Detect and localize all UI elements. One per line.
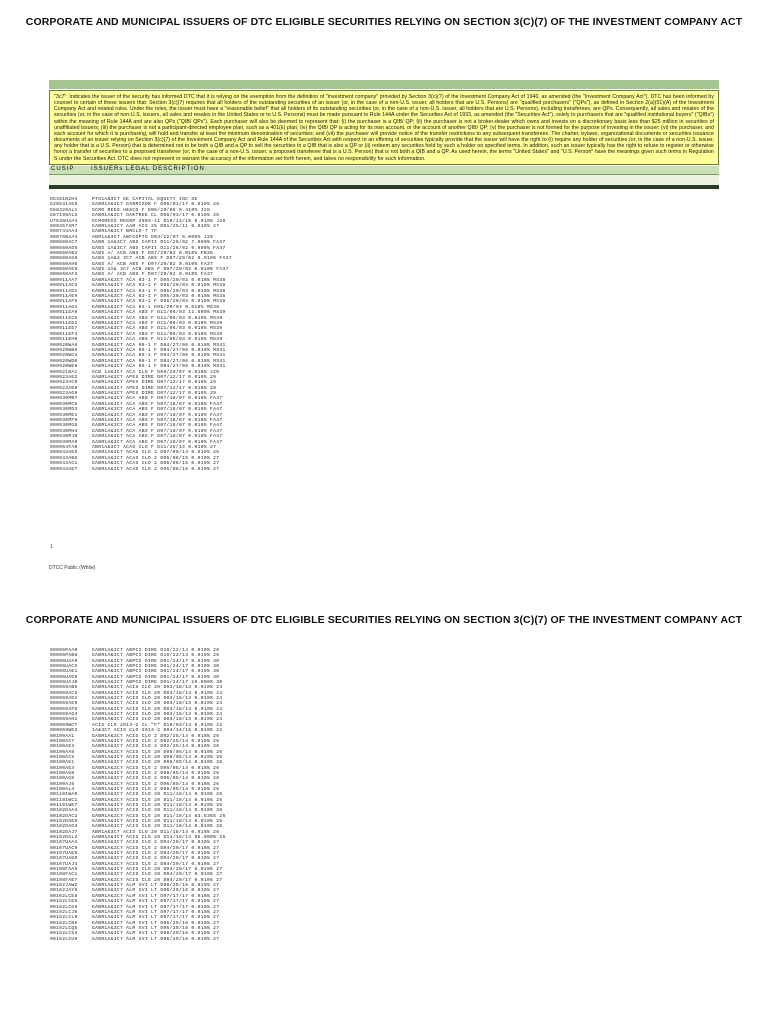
description-cell: GABR1A&3C7 ABPCI DIRE D10/22/14 0.010% 26 xyxy=(92,648,220,653)
description-cell: GABR1A&3C7 ACIS CLO 2 D06/05/14 0.010% 26 xyxy=(92,786,220,792)
cusip-cell: 00162LCQ8 xyxy=(50,925,78,931)
cusip-cell: 000930MA9 xyxy=(50,439,78,445)
cusip-cell: D5461N2H4 xyxy=(50,197,78,202)
description-cell: ACIS CLO 2013-2 CL "F" D10/03/13 0.010% 22 xyxy=(92,722,223,728)
description-cell: GABR1A&3C7 ACA ABS F D07/18/07 0.010% FA47 xyxy=(92,423,223,429)
cusip-cell: 00100AA8 xyxy=(50,749,75,755)
cusip-cell: 00095UAE1 xyxy=(50,669,78,675)
description-cell: GABR1A&3C7 ACIS CLO 2 D06/05/14 0.010% 26 xyxy=(92,781,220,787)
description-cell: GABR1A&3C7 ACA ABS F D07/18/07 0.010% FA47 xyxy=(92,428,223,434)
page-title-2: CORPORATE AND MUNICIPAL ISSUERS OF DTC ELIGIBLE SECURITIES RELYING ON SECTION 3(C)(7) OF THE INVESTMENT COMPANY ACT xyxy=(25,614,743,626)
description-cell: GABR1A&3C7 ACA ABS F D07/18/07 0.010% FA47 xyxy=(92,407,223,413)
description-cell: GABR1A&3C7 ABPCI DIRE D10/22/14 0.010% 26 xyxy=(92,653,220,659)
description-cell: GABR1A&3C7 ACIS CLO 20 D03/18/13 0.010% 24 xyxy=(92,717,223,723)
cusip-cell: 000911AE9 xyxy=(50,294,78,300)
description-cell: GABR1A&3C7 ACA ABS F D11/06/03 0.010% MS39 xyxy=(92,315,223,321)
cusip-cell: 000923AD8 xyxy=(50,385,78,391)
cusip-cell: 00100AG5 xyxy=(50,776,75,782)
description-cell: GABR1A&3C7 APEX DIRE D07/12/17 0.010% 29 xyxy=(92,374,217,380)
description-cell: GABR1A&3C7 ABPCI DIRE D01/24/17 0.010% 30 xyxy=(92,669,220,675)
description-cell: GABR1A&3C7 ACAS CLO 2 D05/06/15 0.010% 27 xyxy=(92,455,220,461)
cusip-cell: 000930MD3 xyxy=(50,407,78,413)
cusip-cell: 00162LCN5 xyxy=(50,920,78,926)
description-cell: GABR1A&3C7 ACA ABS F D11/06/03 11.500% MS39 xyxy=(92,310,226,316)
cusip-cell: 000969AB5 xyxy=(50,685,78,691)
page-title: CORPORATE AND MUNICIPAL ISSUERS OF DTC ELIGIBLE SECURITIES RELYING ON SECTION 3(C)(7) OF THE INVESTMENT COMPANY ACT xyxy=(25,16,743,28)
cusip-cell: 000911EA9 xyxy=(50,310,78,316)
description-cell: GABR1A&3C7 ACA 03-1 F D05/20/03 0.010% MS38 xyxy=(92,277,226,283)
cusip-cell: 000969WE3 xyxy=(50,728,78,734)
description-cell: GABR1A&3C7 ABPCI DIRE D01/24/17 0.010% 30 xyxy=(92,674,220,680)
cusip-cell: 000930MF8 xyxy=(50,418,78,424)
cusip-cell: 000923AG9 xyxy=(50,391,78,397)
cusip-cell: 00162LCE8 xyxy=(50,893,78,899)
cusip-cell: 000911AF6 xyxy=(50,299,78,305)
description-cell: GABR1A&3C7 ACAS CLO 2 D07/09/14 0.010% 26 xyxy=(92,450,220,456)
description-cell: GABR1A&3C7 ALM XVI LT D06/29/16 0.010% 27 xyxy=(92,925,220,931)
description-cell: GABR1A&3C7 ACA ABS F D11/06/03 0.010% MS39 xyxy=(92,326,223,332)
cusip-cell: 000943AB5 xyxy=(50,455,78,461)
description-cell: GABR1A&3C7 ACA 03-1 F D05/20/03 0.010% MS38 xyxy=(92,288,226,294)
description-cell: GABR1A&3C7 ACA ABS F D07/18/07 0.010% FA47 xyxy=(92,412,223,418)
cusip-cell: 00095UAC5 xyxy=(50,664,78,670)
description-cell: GABR1A&3C7 ACIS CLO 20 D03/18/13 0.010% 24 xyxy=(92,706,223,712)
cusip-cell: 00107UAE5 xyxy=(50,851,78,857)
cusip-cell: 000860AH6 xyxy=(50,261,78,267)
description-cell: GABR1A&3C7 ACA ABS F D11/06/03 0.010% MS39 xyxy=(92,337,223,343)
cusip-cell: 000943AE7 xyxy=(50,466,78,472)
description-cell: GABR1A&3C7 ACA 06-1 F D04/27/06 0.010% MS41 xyxy=(92,347,226,353)
description-cell: GABR1A&3C7 ACIS CLO 20 D04/20/17 0.010% 27 xyxy=(92,872,223,878)
description-cell: GABR1A&3C7 ACIS CLO 20 D06/05/14 0.010% 26 xyxy=(92,749,223,755)
description-cell: GABR1A&3C7 ACIS CLO 2 D02/25/14 0.010% 26 xyxy=(92,738,220,744)
description-cell: GABR1A&3C7 ACA 03-1 F D05/20/03 0.010% MS38 xyxy=(92,283,226,289)
description-cell: GABR1A&3C7 ACIS CLO 2 D06/05/14 0.010% 26 xyxy=(92,770,220,776)
cusip-cell: 00100AC7 xyxy=(50,738,75,744)
cusip-cell: 000860AF3 xyxy=(50,272,78,278)
description-cell: GABR1A&3C7 ACA ABS F D07/18/07 0.010% FA47 xyxy=(92,418,223,424)
description-cell: ABR1A&3C7 ACIS CLO 20 D11/18/14 0.010% 26 xyxy=(92,829,220,835)
cusip-cell: 00162JAY8 xyxy=(50,888,78,894)
cusip-cell: 000744AA4 xyxy=(50,229,78,235)
cusip-cell: 000930MG6 xyxy=(50,423,78,429)
cusip-cell: 000911AD1 xyxy=(50,288,78,294)
cusip-cell: 000930MJ0 xyxy=(50,434,78,440)
cusip-cell: 001101WE7 xyxy=(50,802,78,808)
cusip-cell: 00100AL4 xyxy=(50,786,75,792)
description-cell: GABR1A&3C7 ACA 03-1 F D05/20/03 0.010% MS38 xyxy=(92,299,226,305)
cusip-cell: 00102DAE8 xyxy=(50,819,78,824)
cusip-cell: 000969AE9 xyxy=(50,701,78,707)
cusip-cell: 000943AC1 xyxy=(50,461,78,467)
cusip-cell: 000920WA8 xyxy=(50,342,78,348)
description-cell: GABR1A&3C7 ALM XVI LT D07/17/17 0.010% 27 xyxy=(92,904,220,910)
cusip-column-header: CUSIP xyxy=(51,166,75,172)
description-cell: GABR1A&3C7 ACA ABS F D11/06/03 0.010% MS39 xyxy=(92,320,223,326)
cusip-cell: 00162LCL9 xyxy=(50,915,78,921)
description-cell: GABR1A&3C7 ACIS CLO 20 D03/18/13 0.010% 24 xyxy=(92,685,223,691)
description-cell: GABR 1A&3C7 ABS CAPII D11/26/02 7.000% FA37 xyxy=(92,240,226,246)
description-cell: GABS A/ ACB ABS F D07/29/02 0.010% FA37 xyxy=(92,261,214,267)
cusip-cell: 00076BAA4 xyxy=(50,234,78,240)
cusip-cell: 00095PAA0 xyxy=(50,648,78,653)
cusip-cell: 00162LCS4 xyxy=(50,931,78,937)
description-cell: GABR1A&3C7 ACA 06-1 F D04/27/06 0.010% MS41 xyxy=(92,364,226,370)
cusip-cell: 00162LCU9 xyxy=(50,936,78,942)
description-cell: GABR1A&3C7 ALM XVI LT D06/29/16 0.010% 27 xyxy=(92,920,220,926)
page-marker: 1 xyxy=(50,544,53,550)
description-cell: GABR1A&3C7 ACIS CLO 20 D03/18/13 0.010% 24 xyxy=(92,690,223,696)
description-cell: GABR1A&3C7 ACIS CLO 20 D03/18/13 0.010% 24 xyxy=(92,696,223,702)
description-cell: GABS 1A&3C7 ABS CAPII D11/26/02 0.000% FA37 xyxy=(92,245,226,251)
description-cell: GABR1A&3C7 ACIS CLO 20 D04/20/17 0.010% 27 xyxy=(92,877,223,883)
description-cell: GABS A/ ACB ABS F D07/29/02 0.010% FA37 xyxy=(92,272,214,278)
cusip-cell: 000969AF6 xyxy=(50,706,78,712)
cusip-cell: 00102DAL2 xyxy=(50,835,78,841)
cusip-cell: 000969AG4 xyxy=(50,712,78,718)
cusip-cell: 000930MC5 xyxy=(50,401,78,407)
cusip-cell: 00107UAG0 xyxy=(50,856,78,862)
cusip-cell: 00100AA1 xyxy=(50,733,75,739)
cusip-cell: 000911AC3 xyxy=(50,283,78,289)
description-cell: GABR1A&3C7 ACIS CLO 20 D03/18/13 0.010% 24 xyxy=(92,701,223,707)
cusip-cell: 00162LCG6 xyxy=(50,904,78,910)
cusip-cell: U7535HAA4 xyxy=(50,218,78,224)
description-cell: GABS 1A&3 3C7 ACB ABS F D07/29/02 0.010% FA37 xyxy=(92,256,232,262)
description-cell: GABR1A&3C7 ACIS CLO 20 D11/18/14 0.010% 26 xyxy=(92,797,223,803)
cusip-cell: 00102DAC2 xyxy=(50,813,78,819)
description-cell: GABR1A&3C7 ACA ABS F D11/06/03 0.010% MS39 xyxy=(92,331,223,337)
description-cell: GABR1A&3C7 ACA 03-1 D05/20/03 0.010% MS38 xyxy=(92,304,220,310)
description-cell: GABR1A&3C7 ACAS CLO 2 D05/06/15 0.010% 27 xyxy=(92,461,220,467)
cusip-cell: 00108FAC1 xyxy=(50,872,78,878)
cusip-cell: 000860AC7 xyxy=(50,240,78,246)
cusip-cell: 00102DAJ7 xyxy=(50,829,78,835)
description-cell: GABR1A&3C7 ALM XVI LT D07/17/17 0.010% 27 xyxy=(92,915,220,921)
cusip-cell: 00108FAE7 xyxy=(50,877,78,883)
description-cell: GABR1A&3C7 ACIS CLO 20 D04/20/17 0.010% 27 xyxy=(92,867,223,873)
description-cell: GABR1A&3C7 ALM XVI LT D06/29/16 0.010% 27 xyxy=(92,883,220,889)
description-cell: GABR1A&3C7 ACA ABS F D07/18/07 0.010% FA47 xyxy=(92,401,223,407)
cusip-cell: 000964FA0 xyxy=(50,444,78,450)
cusip-cell: 00107UAA3 xyxy=(50,840,78,846)
description-cell: GABR1A&3C7 AAM ACS 25 D01/25/11 0.010% 27 xyxy=(92,223,220,229)
cusip-cell: 000860AG9 xyxy=(50,256,78,262)
description-cell: GABR1A&3C7 ACIS CLO 2 D04/20/17 0.010% 27 xyxy=(92,840,220,846)
cusip-cell: 00162JAW2 xyxy=(50,883,78,889)
description-cell: GABR1A&3C7 GARRISON F D05/01/17 0.010% 28 xyxy=(92,202,220,208)
cusip-cell: 00095UAG6 xyxy=(50,674,78,680)
cusip-cell: 000920WC4 xyxy=(50,353,78,359)
description-cell: ABR1A&3C7 ABFCOPTO D03/22/07 6.000% J29 xyxy=(92,234,214,240)
cusip-cell: 00102DAA4 xyxy=(50,808,78,814)
description-cell: GABR1A&3C7 ACA 06-1 F D04/27/06 0.010% MS41 xyxy=(92,353,226,359)
description-cell: GABS A/ ACB ABS F D07/29/02 0.010% FB36 xyxy=(92,250,214,256)
cusip-cell: 000969AH2 xyxy=(50,717,78,723)
cusip-cell: 000923AE2 xyxy=(50,374,78,380)
description-cell: GABR1A&3C7 ACIS CLO 2 D02/25/14 0.010% 26 xyxy=(92,744,220,750)
description-cell: GABR1A&3C7 ALM XVI LT D06/29/16 0.010% 27 xyxy=(92,931,220,937)
cusip-cell: 00095UAA9 xyxy=(50,658,78,664)
description-cell: GABR1A&3C7 ACIS CLO 20 D11/18/14 0.010% 26 xyxy=(92,808,223,814)
description-cell: GABR1A&3C7 ACIS CLO 20 D11/18/14 0.010% 26 xyxy=(92,802,223,808)
cusip-cell: 000920WB6 xyxy=(50,347,78,353)
description-cell: GABR1A&3C7 ACIS CLO 2 D04/20/17 0.010% 27 xyxy=(92,861,220,867)
description-cell: GABR1A&3C7 ACIS CLO 2 D04/20/17 0.010% 27 xyxy=(92,856,220,862)
cusip-cell: G67199AL3 xyxy=(50,213,78,219)
description-cell: PTO1A&3C7 GE CAPITAL EQUITY INC SE xyxy=(92,197,198,202)
cusip-cell: 000921BA1 xyxy=(50,369,78,375)
cusip-cell: 00100AC5 xyxy=(50,754,75,760)
cusip-cell: 000911EE7 xyxy=(50,326,78,332)
cusip-cell: 000911EF4 xyxy=(50,331,78,337)
cusip-cell: 00100AE3 xyxy=(50,744,75,750)
section-header-bar xyxy=(49,80,719,89)
cusip-cell: 000920WE8 xyxy=(50,364,78,370)
cusip-cell: 000920WD0 xyxy=(50,358,78,364)
description-cell: GABR1A&3C7 ACIS CLO 2 D06/05/14 0.010% 26 xyxy=(92,776,220,782)
cusip-cell: 000930MB7 xyxy=(50,396,78,402)
description-cell: GABR1A&3C7 ACA ABS F D07/18/07 0.010% FA47 xyxy=(92,396,223,402)
footer-classification: DTCC Public (White) xyxy=(49,565,96,571)
cusip-cell: 000911AG4 xyxy=(50,304,78,310)
cusip-cell: 00107UAJ4 xyxy=(50,861,78,867)
description-cell: GABR1A&3C7 ACIS CLO 20 D11/18/14 95.000% 26 xyxy=(92,835,226,841)
description-cell: GABR1A&3C7 APEX DIRE D07/12/17 0.010% 29 xyxy=(92,385,217,391)
cusip-cell: 000969AC3 xyxy=(50,690,78,696)
cusip-cell: 001101WC1 xyxy=(50,797,78,803)
description-cell: GABR1A&3C7 ACIS CLO 20 D11/18/14 0.010% 26 xyxy=(92,824,223,830)
description-cell: ABR1A&3C7 ACAS CLO F D11/25/14 0.010% 27 xyxy=(92,444,217,450)
description-cell: GABR1A&3C7 ACIS CLO 20 D03/18/13 0.010% 24 xyxy=(92,712,223,718)
description-cell: GABR1A&3C7 ALM XVI LT D07/17/17 0.010% 27 xyxy=(92,909,220,915)
cusip-cell: G58329AL1 xyxy=(50,207,78,213)
cusip-cell: 00107UAC9 xyxy=(50,845,78,851)
description-cell: GABR1A&3C7 ACIS CLO 2 D04/20/17 0.010% 27 xyxy=(92,845,220,851)
cusip-cell: 000911EH0 xyxy=(50,337,78,343)
description-cell: GABR1A&3C7 ACIS CLO 20 D11/18/14 83.536% 26 xyxy=(92,813,226,819)
cusip-cell: 000923AC0 xyxy=(50,380,78,386)
cusip-cell: 00100AG4 xyxy=(50,765,75,771)
cusip-cell: 000860AB2 xyxy=(50,250,78,256)
cusip-cell: 000357AM7 xyxy=(50,223,78,229)
cusip-cell: 001101WA0 xyxy=(50,792,78,798)
description-cell: GABR1A&3C7 ACIS CLO 20 D06/05/14 0.010% 26 xyxy=(92,760,223,766)
cusip-cell: 000860AE6 xyxy=(50,267,78,273)
description-cell: GABR1A&3C7 ACIS CLO 2 D06/05/14 0.010% 26 xyxy=(92,765,220,771)
cusip-cell: 000969WC7 xyxy=(50,722,78,728)
description-cell: GABR1A&3C7 ABPCI DIRE D01/24/17 0.010% 30 xyxy=(92,658,220,664)
description-cell: GABR1A&3C7 OAKTREE CL D05/03/17 0.010% 26 xyxy=(92,213,220,219)
cusip-cell: 00095PAB8 xyxy=(50,653,78,659)
disclaimer-box: "3c7": Indicates the issuer of the security has informed DTC that it is relying on the exemption from the definition of "investment company" provided by Section 3(c)(7) of the Investment Company Act of 1940, as amended (the "Investment Company Act"). DTC has been informed by counsel to certain of these issuers that: Section 3(c)(7) requires that all holders of the outstanding securities of an issuer (or, in the case of a non-U.S. issuer, all holders that are U.S. Persons) are "qualified purchasers" ("QPs"), as defined in Section 2(a)(51)(A) of the Investment Company Act and related rules. Under the rules, the issuer must have a "reasonable belief" that all holders of its outstanding securities (or, in the case of a non-U.S. issuer, all holders that are U.S. Persons), including transferees, are QPs. Consequently, all sales and resales of the securities (or, in the case of non-U.S. issuers, all sales and resales in the United States or to U.S. Persons) must be made pursuant to Rule 144A under the Securities Act of 1933, as amended (the "Securities Act"), solely to purchasers that are "qualified institutional buyers" ("QIBs") within the meaning of Rule 144A and are also QPs ("QIB/ QPs"). Each purchaser will also be deemed to represent that: (i) the purchaser is a QIB/ QP; (ii) the purchaser is not a broker-dealer which owns and invests on a discretionary basis less than $25 million in securities of unaffiliated issuers; (iii) the purchaser is not a participant-directed employee plan, such as a 401(k) plan; (iv) the QIB/ QP is acting for its own account, or the account of another QIB/ QP; (v) the purchaser is not formed for the purpose of investing in the issuer; (vi) the purchaser, and each account for which it is purchasing, will hold and transfer at least the minimum denomination of securities; and (vii) the purchaser will provide notice of the transfer restrictions to any subsequent transferees. The charter, bylaws, organizational documents or securities issuance documents of an issuer relying on Section 3(c)(7) of the Investment Company Act and Rule 144A of the Securities Act with respect to an offering of securities typically provide that the issuer will have the right to (i) require any holder of securities (or, in the case of a non-U.S. issuer, any holder that is a U.S. Person) that is determined not to be both a QIB and a QP to sell the securities to a QIB that is also a QP or (ii) redeem any securities held by such a holder on specified terms. In addition, such an issuer typically has the right to refuse to register or otherwise honor a transfer of securities to a proposed transferee (or, in the case of a non-U.S. issuer, a proposed transferee that is a U.S. Person) that is not both a QIB and a QP. As used herein, the terms "United States" and "U.S. Person" have the meanings given such terms in Regulation S under the Securities Act. DTC does not represent or warrant the accuracy of the information set forth herein, and takes no responsibility for such information. xyxy=(49,90,719,165)
description-cell: GABR1A&3C7 ALM XVI LT D06/29/16 0.010% 27 xyxy=(92,888,220,894)
description-cell: GCB 1A&3C7 ACA CLO F D06/29/07 0.010% J20 xyxy=(92,369,220,375)
description-cell: GABR1A&3C7 ACA ABS F D07/18/07 0.010% FA47 xyxy=(92,434,223,440)
cusip-cell: 00162LCJ6 xyxy=(50,909,78,915)
description-cell: GABR1A&3C7 ACIS CLO 20 D11/18/14 0.010% 26 xyxy=(92,792,223,798)
description-cell: GABR1A&3C7 ACIS CLO 2 D04/20/17 0.010% 27 xyxy=(92,851,220,857)
cusip-cell: 000911ED3 xyxy=(50,320,78,326)
description-cell: GABR1A&3C7 ACA 06-1 F D04/27/06 0.010% MS41 xyxy=(92,358,226,364)
description-cell: GABS 1A& 3C7 ACB ABS F D07/29/02 0.010% FA37 xyxy=(92,267,229,273)
cusip-cell: G28531AE9 xyxy=(50,202,78,208)
description-cell: GABR1A&3C7 APEX DIRE D07/12/17 0.010% 29 xyxy=(92,380,217,386)
cusip-cell: 000943AE5 xyxy=(50,450,78,456)
description-column-header: ISSUERs LEGAL DESCRIPTION xyxy=(91,166,205,172)
cusip-cell: 00102DAG3 xyxy=(50,824,78,830)
cusip-cell: 00095UAJ0 xyxy=(50,680,78,686)
description-cell: GCMO REGS H&SCO F D05/20/06 0.410% J28 xyxy=(92,207,211,213)
cusip-cell: 000930MH4 xyxy=(50,428,78,434)
cusip-cell: 000860AD5 xyxy=(50,245,78,251)
header-rule xyxy=(49,185,719,189)
cusip-cell: 00100AE1 xyxy=(50,760,75,766)
description-cell: GABR1A&3C7 ACAS CLO 2 D05/06/15 0.010% 27 xyxy=(92,466,220,472)
description-cell: GABR1A&3C7 ACA 06-1 F D04/27/06 0.010% MS41 xyxy=(92,342,226,348)
description-cell: GABR1A&3C7 BRCLO-7 7F xyxy=(92,229,158,235)
description-cell: GABR1A&3C7 ABPCI DIRE D01/24/17 0.010% 30 xyxy=(92,664,220,670)
column-header xyxy=(49,166,719,175)
cusip-cell: 000911AA7 xyxy=(50,277,78,283)
description-cell: GCMOREGS REGNP 2003-11 D10/13/10 0.010% J28 xyxy=(92,218,226,224)
cusip-cell: 000930ME1 xyxy=(50,412,78,418)
description-cell: GABR1A&3C7 ACIS CLO 20 D11/18/14 0.010% 26 xyxy=(92,819,223,824)
cusip-cell: 00100AG0 xyxy=(50,770,75,776)
description-cell: GABR1A&3C7 ACA ABS F D07/18/07 0.010% FA47 xyxy=(92,439,223,445)
cusip-cell: 00108FAA5 xyxy=(50,867,78,873)
description-cell: GABR1A&3C7 ACIS CLO 20 D06/05/14 0.010% 26 xyxy=(92,754,223,760)
cusip-cell: 00162LCE5 xyxy=(50,899,78,905)
description-cell: 1A&3C7 ACIS CLO 2013-2 D04/14/15 0.010% 22 xyxy=(92,728,223,734)
header-spacer xyxy=(49,175,719,185)
cusip-cell: 000911EC5 xyxy=(50,315,78,321)
cusip-cell: 000969AD1 xyxy=(50,696,78,702)
description-cell: GABR1A&3C7 ALM XVI LT D06/29/16 0.010% 27 xyxy=(92,936,220,942)
cusip-cell: 00100AJ5 xyxy=(50,781,75,787)
description-cell: GABR1A&3C7 ALM XVI LT D07/17/17 0.010% 27 xyxy=(92,893,220,899)
description-cell: GABR1A&3C7 APEX DIRE D07/12/17 0.010% 29 xyxy=(92,391,217,397)
description-cell: GABR1A&3C7 ACIS CLO 2 D02/25/14 0.010% 26 xyxy=(92,733,220,739)
description-cell: GABR1A&3C7 ACA 03-1 F D05/20/03 0.010% MS38 xyxy=(92,294,226,300)
description-cell: GABR1A&3C7 ALM XVI LT D07/17/17 0.010% 27 xyxy=(92,899,220,905)
description-cell: GABR1A&3C7 ABPCI DIRE D01/24/17 10.800% 30 xyxy=(92,680,223,686)
